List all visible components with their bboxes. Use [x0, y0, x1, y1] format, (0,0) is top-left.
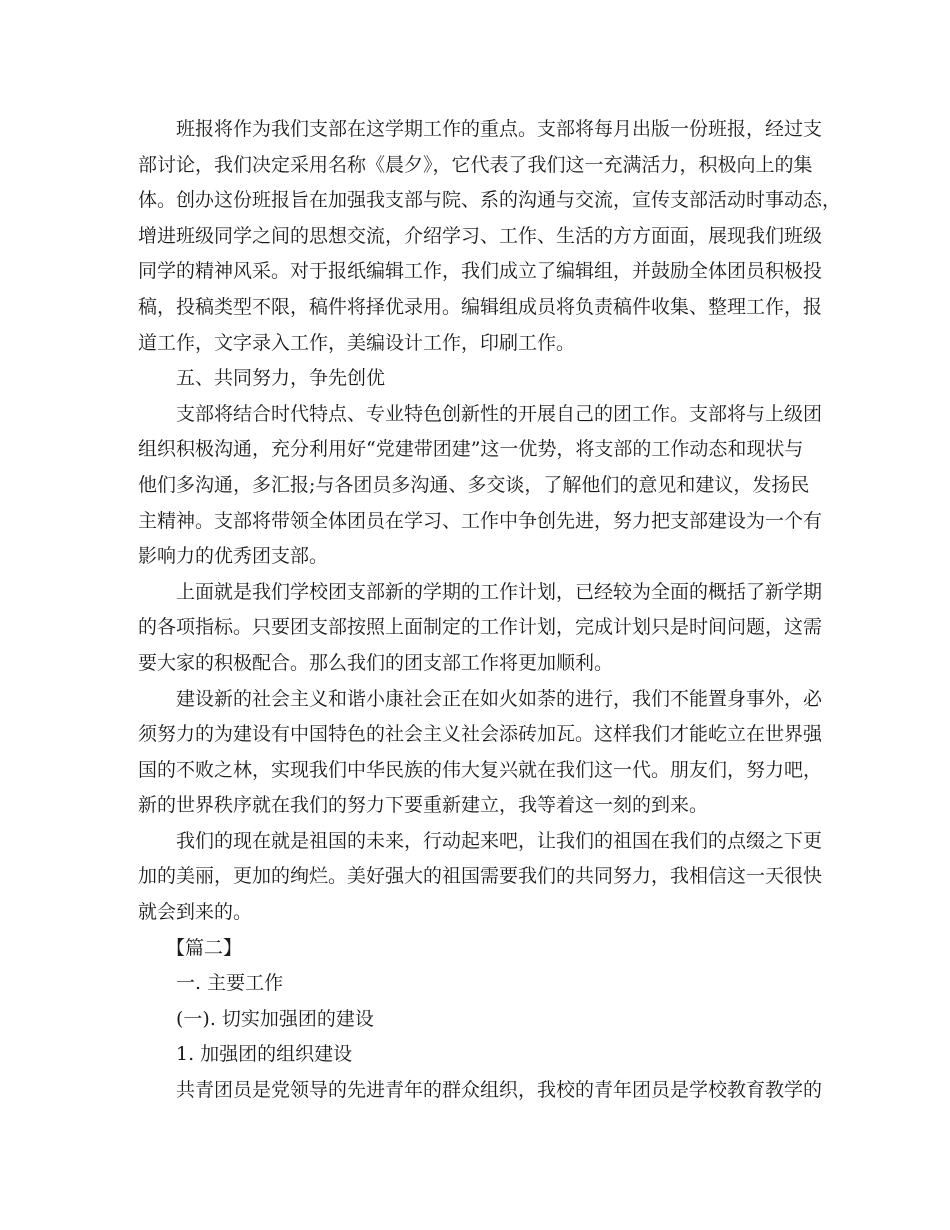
text-line: 国的不败之林，实现我们中华民族的伟大复兴就在我们这一代。朋友们，努力吧， [138, 758, 823, 781]
text-line: 影响力的优秀团支部。 [138, 545, 329, 568]
text-line: 主精神。支部将带领全体团员在学习、工作中争创先进，努力把支部建设为一个有 [138, 509, 823, 532]
paragraph-socialism [138, 682, 828, 824]
text-line: 上面就是我们学校团支部新的学期的工作计划，已经较为全面的概括了新学期 [176, 580, 823, 603]
text-line: 的各项指标。只要团支部按照上面制定的工作计划，完成计划只是时间问题，这需 [138, 616, 823, 639]
text-line: 班报将作为我们支部在这学期工作的重点。支部将每月出版一份班报，经过支 [176, 118, 823, 140]
text-line: 同学的精神风采。对于报纸编辑工作，我们成立了编辑组，并鼓励全体团员积极投 [138, 260, 823, 283]
text-line: 增进班级同学之间的思想交流，介绍学习、工作、生活的方方面面，展现我们班级 [138, 224, 823, 247]
paragraph-class-newspaper [138, 112, 842, 361]
paragraph-summary [138, 575, 828, 682]
text-line: 要大家的积极配合。那么我们的团支部工作将更加顺利。 [138, 651, 614, 674]
text-line: 须努力的为建设有中国特色的社会主义社会添砖加瓦。这样我们才能屹立在世界强 [138, 723, 823, 746]
text-line: 他们多沟通，多汇报;与各团员多沟通、多交谈，了解他们的意见和建议，发扬民 [138, 473, 810, 496]
heading-part-two: 【篇二】 [166, 936, 243, 959]
text-line: 支部将结合时代特点、专业特色创新性的开展自己的团工作。支部将与上级团 [176, 402, 823, 425]
document-body [138, 112, 842, 1109]
text-line: 加的美丽，更加的绚烂。美好强大的祖国需要我们的共同努力，我相信这一天很快 [138, 865, 823, 888]
heading-organization: 1. 加强团的组织建设 [176, 1043, 353, 1066]
heading-section-five: 五、共同努力，争先创优 [176, 367, 386, 390]
text-line: 我们的现在就是祖国的未来，行动起来吧，让我们的祖国在我们的点缀之下更 [176, 829, 823, 852]
text-line: 体。创办这份班报旨在加强我支部与院、系的沟通与交流，宣传支部活动时事动态， [138, 189, 842, 212]
text-line: 共青团员是党领导的先进青年的群众组织，我校的青年团员是学校教育教学的 [176, 1079, 823, 1102]
paragraph-league-members [138, 1073, 828, 1109]
paragraph-future [138, 824, 828, 931]
text-line: 新的世界秩序就在我们的努力下要重新建立，我等着这一刻的到来。 [138, 794, 709, 817]
heading-main-work: 一. 主要工作 [176, 972, 284, 995]
heading-strengthen-league: (一). 切实加强团的建设 [176, 1007, 374, 1030]
text-line: 组织积极沟通，充分利用好“党建带团建”这一优势，将支部的工作动态和现状与 [138, 438, 804, 461]
text-line: 就会到来的。 [138, 901, 253, 924]
text-line: 道工作，文字录入工作，美编设计工作，印刷工作。 [138, 331, 576, 354]
text-line: 建设新的社会主义和谐小康社会正在如火如荼的进行，我们不能置身事外，必 [176, 687, 823, 710]
text-line: 部讨论，我们决定采用名称《晨夕》，它代表了我们这一充满活力，积极向上的集 [138, 153, 813, 176]
paragraph-innovation [138, 397, 828, 575]
text-line: 稿，投稿类型不限，稿件将择优录用。编辑组成员将负责稿件收集、整理工作，报 [138, 295, 823, 318]
